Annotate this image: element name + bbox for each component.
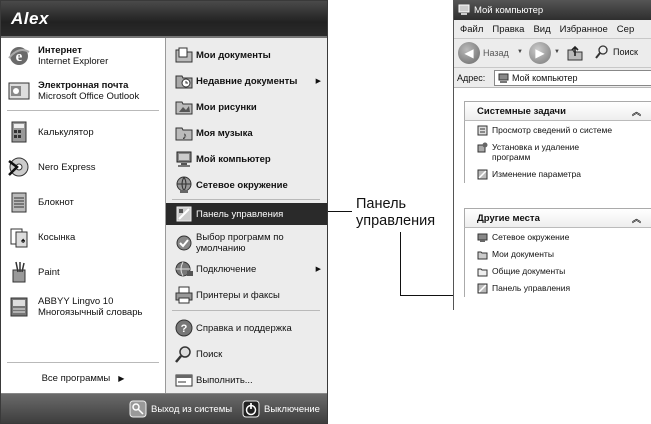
network-icon [172, 173, 196, 197]
system-tasks-title: Системные задачи [477, 105, 566, 117]
callout-label [356, 196, 435, 230]
solitaire-icon [7, 225, 31, 249]
arrow-left-icon: ◀ [464, 46, 474, 60]
address-value: Мой компьютер [512, 73, 578, 83]
separator [172, 199, 320, 200]
task-change-setting[interactable] [465, 169, 651, 183]
separator [7, 362, 159, 363]
control-panel-icon [477, 283, 488, 294]
computer-icon [172, 147, 196, 171]
recent-documents-icon [172, 69, 196, 93]
logoff-label: Выход из системы [151, 403, 233, 415]
svg-text:♠: ♠ [21, 236, 26, 245]
menu-view[interactable]: Вид [533, 23, 551, 35]
user-name: Alex [11, 9, 49, 28]
shutdown-label: Выключение [264, 403, 320, 415]
network-icon [477, 232, 488, 243]
address-input[interactable] [494, 70, 651, 86]
place-shared-documents[interactable] [465, 266, 651, 280]
menu-edit[interactable]: Правка [492, 23, 525, 35]
svg-text:?: ? [180, 323, 188, 335]
start-menu-footer [1, 393, 327, 423]
chevron-down-icon[interactable]: ▼ [554, 49, 560, 55]
task-system-info[interactable] [465, 125, 651, 139]
program-nero[interactable] [1, 152, 165, 182]
menu-control-panel-label: Панель управления [196, 208, 284, 220]
start-menu-header [1, 1, 327, 38]
folder-music-icon [172, 121, 196, 145]
arrow-right-icon: ▶ [118, 373, 125, 383]
address-bar [454, 68, 651, 88]
menu-control-panel[interactable] [166, 203, 327, 225]
program-notepad[interactable] [1, 187, 165, 217]
callout-label-line2: управления [356, 213, 436, 229]
program-lingvo-label-line2: Многоязычный словарь [38, 307, 143, 318]
arrow-right-icon: ▶ [535, 46, 545, 60]
callout-line-left [328, 211, 352, 212]
svg-text:♪: ♪ [182, 131, 187, 142]
menu-network[interactable] [166, 170, 327, 200]
arrow-right-icon: ▶ [315, 78, 321, 85]
computer-icon [498, 73, 509, 84]
place-network[interactable] [465, 232, 651, 246]
program-calculator-label: Калькулятор [38, 126, 94, 138]
other-places-header[interactable] [464, 208, 651, 228]
program-notepad-label: Блокнот [38, 196, 74, 208]
outlook-icon [7, 79, 31, 103]
system-tasks-panel [464, 101, 651, 186]
explorer-title-bar[interactable] [454, 0, 651, 20]
menu-file[interactable]: Файл [460, 23, 484, 35]
nero-icon [7, 155, 31, 179]
folder-icon [477, 266, 488, 277]
explorer-window [453, 0, 651, 310]
folder-pictures-icon [172, 95, 196, 119]
paint-icon [7, 260, 31, 284]
help-icon [172, 316, 196, 340]
callout-line-vertical [400, 232, 401, 296]
explorer-toolbar [454, 39, 651, 68]
system-tasks-body [464, 121, 651, 183]
forward-button[interactable] [529, 42, 551, 64]
menu-my-music-label: Моя музыка [196, 127, 253, 139]
place-network-label: Сетевое окружение [492, 232, 570, 242]
logoff-button[interactable] [129, 399, 232, 419]
connect-icon [172, 257, 196, 281]
other-places-title: Другие места [477, 212, 540, 224]
internet-explorer-icon [7, 44, 31, 68]
task-add-remove[interactable] [465, 142, 651, 166]
menu-my-computer-label: Мой компьютер [196, 153, 271, 165]
program-lingvo[interactable] [1, 292, 165, 322]
pinned-internet[interactable] [1, 41, 165, 71]
logoff-icon [129, 400, 147, 418]
menu-run[interactable] [166, 365, 327, 395]
pinned-email-title: Электронная почта [38, 80, 129, 91]
other-places-panel [464, 208, 651, 300]
svg-text:e: e [15, 49, 23, 65]
pinned-internet-title: Интернет [38, 45, 82, 56]
program-solitaire[interactable] [1, 222, 165, 252]
menu-recent-documents-label: Недавние документы [196, 75, 298, 87]
menu-my-documents-label: Мои документы [196, 49, 271, 61]
menu-printers-label: Принтеры и факсы [196, 289, 280, 301]
program-nero-label: Nero Express [38, 161, 96, 173]
menu-my-pictures-label: Мои рисунки [196, 101, 257, 113]
arrow-right-icon: ▶ [315, 266, 321, 273]
menu-connect-label: Подключение [196, 263, 257, 275]
place-control-panel-label: Панель управления [492, 283, 571, 293]
place-control-panel[interactable] [465, 283, 651, 297]
chevron-down-icon[interactable]: ▼ [517, 49, 523, 55]
printer-icon [172, 283, 196, 307]
menu-default-programs-line2: умолчанию [196, 243, 246, 254]
pinned-email[interactable] [1, 76, 165, 106]
folder-documents-icon [477, 249, 488, 260]
other-places-body [464, 228, 651, 297]
separator [172, 310, 320, 311]
back-label: Назад [483, 48, 509, 58]
start-menu-left-column [1, 38, 166, 393]
notepad-icon [7, 190, 31, 214]
search-icon [172, 342, 196, 366]
program-solitaire-label: Косынка [38, 231, 76, 243]
all-programs-label: Все программы [41, 372, 111, 384]
control-panel-icon [172, 202, 196, 226]
menu-run-label: Выполнить... [196, 374, 253, 386]
menu-printers[interactable] [166, 280, 327, 310]
start-menu-right-column [166, 38, 327, 393]
menu-service[interactable]: Сер [616, 23, 635, 35]
add-remove-programs-icon [477, 142, 488, 153]
explorer-menu-bar [454, 20, 651, 39]
address-label: Адрес: [457, 72, 486, 83]
menu-help-label: Справка и поддержка [196, 322, 292, 334]
place-shared-documents-label: Общие документы [492, 266, 566, 276]
collapse-icon[interactable]: ︽ [631, 107, 641, 117]
default-programs-icon [172, 231, 196, 255]
control-panel-icon [477, 169, 488, 180]
separator [7, 110, 159, 111]
task-change-setting-label: Изменение параметра [492, 169, 581, 179]
callout-label-line1: Панель [356, 196, 407, 212]
program-lingvo-label-line1: ABBYY Lingvo 10 [38, 296, 114, 307]
collapse-icon[interactable]: ︽ [631, 214, 641, 224]
program-paint[interactable] [1, 257, 165, 287]
menu-search-label: Поиск [196, 348, 223, 360]
menu-favorites[interactable]: Избранное [559, 23, 608, 35]
search-button[interactable] [594, 44, 638, 60]
calculator-icon [7, 120, 31, 144]
folder-documents-icon [172, 43, 196, 67]
system-info-icon [477, 125, 488, 136]
computer-icon [458, 4, 470, 16]
program-calculator[interactable] [1, 117, 165, 147]
task-add-remove-line2: программ [492, 152, 531, 162]
system-tasks-header[interactable] [464, 101, 651, 121]
program-paint-label: Paint [38, 266, 60, 278]
lingvo-icon [7, 295, 31, 319]
all-programs-button[interactable] [1, 365, 165, 391]
pinned-email-subtitle: Microsoft Office Outlook [38, 91, 140, 102]
place-my-documents[interactable] [465, 249, 651, 263]
run-icon [172, 368, 196, 392]
search-label: Поиск [613, 47, 638, 57]
place-my-documents-label: Мои документы [492, 249, 554, 259]
menu-default-programs-line1: Выбор программ по [196, 232, 284, 243]
back-button[interactable] [458, 42, 480, 64]
search-icon [594, 44, 610, 60]
folder-up-icon[interactable] [566, 44, 584, 62]
power-icon [242, 400, 260, 418]
shutdown-button[interactable] [242, 399, 320, 419]
pinned-internet-subtitle: Internet Explorer [38, 56, 109, 67]
menu-network-label: Сетевое окружение [196, 179, 288, 191]
task-system-info-label: Просмотр сведений о системе [492, 125, 613, 135]
task-add-remove-line1: Установка и удаление [492, 142, 580, 152]
explorer-task-pane [454, 88, 651, 310]
explorer-title: Мой компьютер [474, 4, 544, 16]
